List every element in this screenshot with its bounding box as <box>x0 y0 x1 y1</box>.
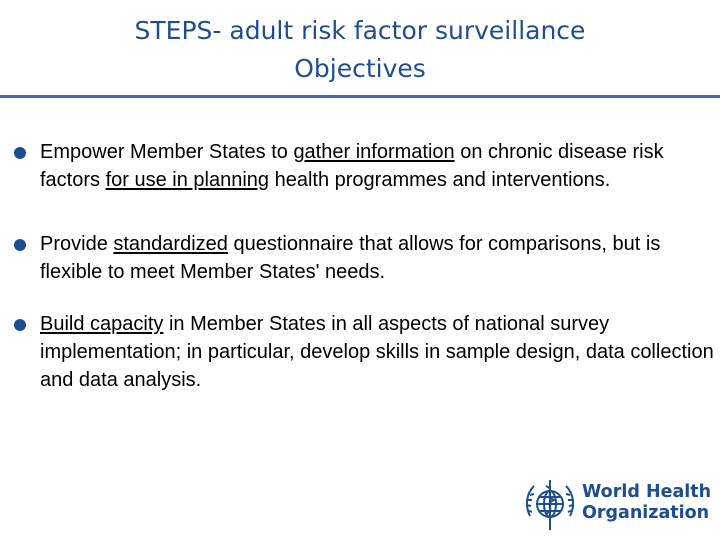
list-item <box>14 138 714 194</box>
bullet-text-segment: questionnaire that allows for comparisons, but is flexible to meet Member States' needs. <box>40 233 661 283</box>
who-logo <box>520 476 720 532</box>
bullet-text-segment: Provide <box>40 233 114 255</box>
bullet-dot-icon <box>14 239 26 251</box>
bullet-text-underlined: for use in planning <box>105 169 270 191</box>
bullet-text-segment: Empower Member States to <box>40 141 294 163</box>
bullet-text-underlined: standardized <box>113 233 228 255</box>
list-item <box>14 230 714 286</box>
who-emblem-icon <box>520 476 580 532</box>
logo-line-2: Organization <box>582 503 710 523</box>
bullet-text-underlined: gather information <box>293 141 455 163</box>
title-line-1: STEPS- adult risk factor surveillance <box>134 16 586 45</box>
title-line-2: Objectives <box>294 54 426 83</box>
logo-text <box>582 482 711 524</box>
bullet-dot-icon <box>14 319 26 331</box>
objectives-list <box>14 138 714 430</box>
bullet-text-underlined: Build capacity <box>40 313 164 335</box>
bullet-text <box>40 141 664 191</box>
list-item <box>14 310 714 394</box>
bullet-text-segment: in Member States in all aspects of national survey implementation; in particular, develop skills in sample design, data collection and data analysis. <box>40 313 714 391</box>
logo-line-1: World Health <box>582 482 712 502</box>
bullet-text-segment: health programmes and interventions. <box>269 169 611 191</box>
bullet-dot-icon <box>14 147 26 159</box>
title-divider <box>0 95 720 98</box>
bullet-text-segment: on chronic disease risk factors <box>40 141 664 191</box>
slide-title <box>0 12 720 88</box>
bullet-text <box>40 233 660 283</box>
bullet-text <box>40 313 714 391</box>
